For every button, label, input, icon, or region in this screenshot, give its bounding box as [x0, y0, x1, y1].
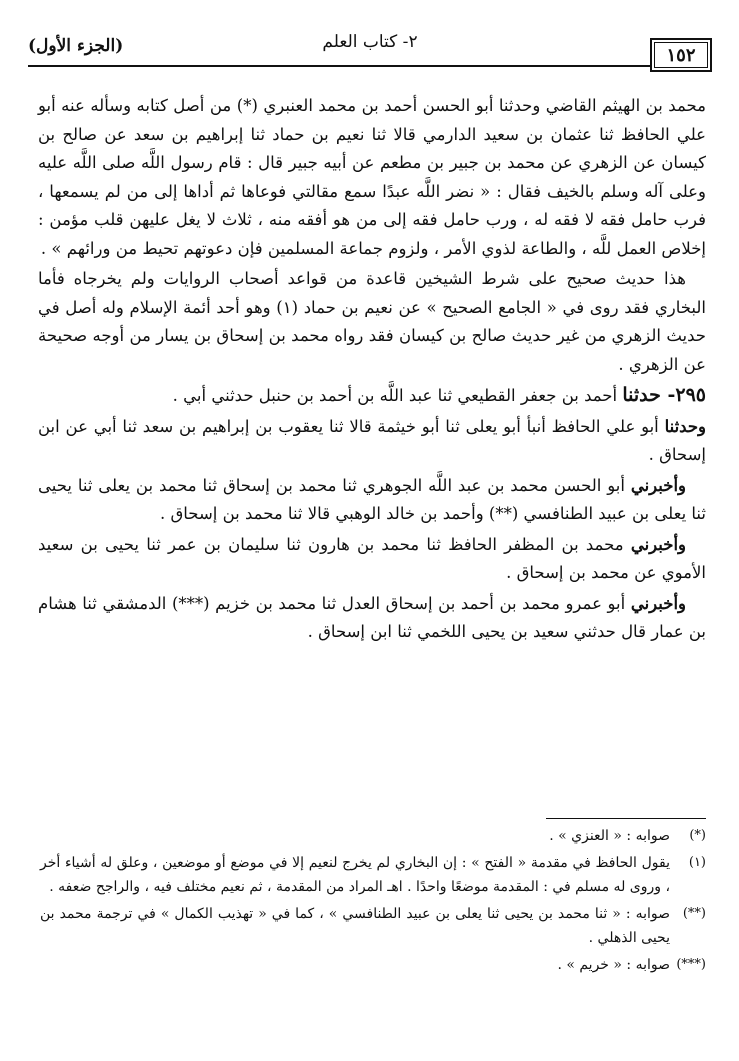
- footnotes: [40, 824, 706, 980]
- paragraph: وحدثنا أبو علي الحافظ أنبأ أبو يعلى ثنا أبو خيثمة قالا ثنا يعقوب بن إبراهيم بن سعد ثنا أبي عن ابن إسحاق .: [38, 416, 707, 464]
- page-header: [28, 18, 712, 66]
- paragraph: وأخبرني أبو الحسن محمد بن عبد اللَّه الجوهري ثنا محمد بن إسحاق ثنا محمد بن يعلى ثنا يحيى ثنا يعلى بن عبيد الطنافسي (**) وأحمد بن خالد الوهبي قالا ثنا محمد بن إسحاق .: [38, 475, 706, 523]
- footnote-mark: (١): [688, 855, 706, 870]
- footnote: (١) يقول الحافظ في مقدمة « الفتح » : إن البخاري لم يخرج لنعيم إلا في موضع أو موضعين ، وعلق له أشياء أخر ، وروى له مسلم في : المقدمة موضعًا واحدًا . اهـ المراد من المقدمة ، ثم نعيم مختلف فيه ، والراجح ضعفه .: [40, 851, 706, 899]
- paragraph: محمد بن الهيثم القاضي وحدثنا أبو الحسن أحمد بن محمد العنبري (*) من أصل كتابه وسأله عنه أبو علي الحافظ ثنا عثمان بن سعيد الدارمي قالا ثنا نعيم بن حماد ثنا إبراهيم بن سعد عن صالح بن كيسان عن الزهري عن محمد بن جبير بن مطعم عن أبيه جبير قال : قام رسول اللَّه صلى اللَّه عليه وعلى آله وسلم بالخيف فقال : « نضر اللَّه عبدًا سمع مقالتي فوعاها ثم أداها إلى من لم يسمعها ، فرب حامل فقه لا فقه له ، ورب حامل فقه إلى من هو أفقه منه ، ثلاث لا يغل عليهن قلب مؤمن : إخلاص العمل للَّه ، والطاعة لذوي الأمر ، ولزوم جماعة المسلمين فإن دعوتهم تحيط من ورائهم » .: [38, 96, 706, 258]
- paragraph: وأخبرني محمد بن المظفر الحافظ ثنا محمد بن هارون ثنا سليمان بن عمر ثنا يحيى بن سعيد الأموي عن محمد بن إسحاق .: [38, 534, 706, 582]
- hadith-number: ٢٩٥- حدثنا: [622, 384, 706, 406]
- footnote: (**) صوابه : « ثنا محمد بن يحيى ثنا يعلى بن عبيد الطنافسي » ، كما في « تهذيب الكمال » في ترجمة محمد بن يحيى الذهلي .: [40, 902, 706, 950]
- footnote: (***) صوابه : « خريم » .: [40, 953, 706, 977]
- footnote-divider: [546, 818, 706, 819]
- main-text: [38, 92, 706, 649]
- volume-label: (الجزء الأول): [28, 36, 124, 56]
- paragraph: هذا حديث صحيح على شرط الشيخين قاعدة من قواعد أصحاب الروايات ولم يخرجاه فأما البخاري فقد روى في « الجامع الصحيح » عن نعيم بن حماد (١) وهو أحد أئمة الإسلام وله أصل في حديث الزهري من غير حديث صالح بن كيسان فقد رواه محمد بن إسحاق بن يسار من أوجه صحيحة عن الزهري .: [38, 269, 706, 374]
- footnote-mark: (**): [682, 906, 706, 921]
- paragraph: وأخبرني أبو عمرو محمد بن أحمد بن إسحاق العدل ثنا محمد بن خزيم (***) الدمشقي ثنا هشام بن عمار قال حدثني سعيد بن يحيى اللخمي ثنا ابن إسحاق .: [38, 593, 706, 641]
- chapter-title: ٢- كتاب العلم: [322, 32, 418, 52]
- footnote: (*) صوابه : « العنزي » .: [40, 824, 706, 848]
- header-divider: [28, 65, 650, 67]
- hadith-entry: ٢٩٥- حدثنا أحمد بن جعفر القطيعي ثنا عبد اللَّه بن أحمد بن حنبل حدثني أبي .: [172, 384, 706, 406]
- footnote-mark: (***): [676, 957, 706, 972]
- page-number: ١٥٢: [650, 38, 712, 72]
- footnote-mark: (*): [689, 828, 706, 843]
